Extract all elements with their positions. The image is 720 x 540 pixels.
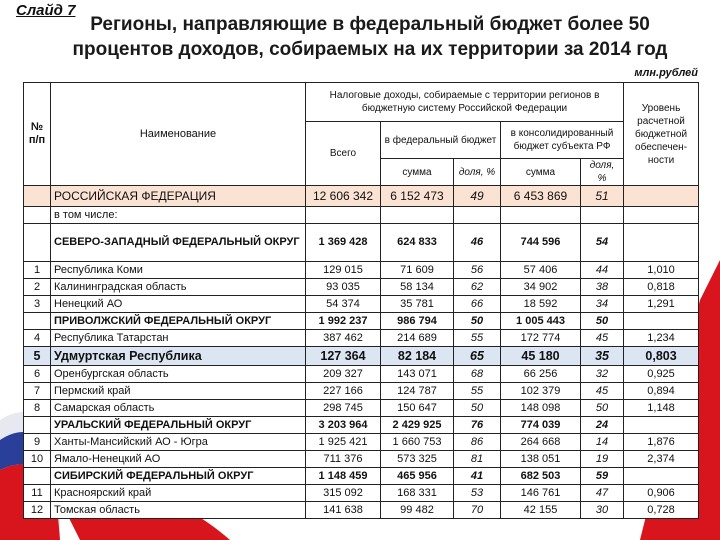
cell-fed: 214 689 bbox=[381, 330, 454, 347]
cell-fed: 2 429 925 bbox=[381, 417, 454, 434]
cell-cons: 774 039 bbox=[501, 417, 581, 434]
cell-total: 141 638 bbox=[306, 502, 381, 519]
cell-cons-share: 45 bbox=[581, 330, 624, 347]
cell-num bbox=[24, 207, 51, 224]
table-row bbox=[24, 366, 699, 383]
cell-name: СИБИРСКИЙ ФЕДЕРАЛЬНЫЙ ОКРУГ bbox=[51, 468, 306, 485]
cell-fed-share: 49 bbox=[454, 186, 501, 207]
cell-total: 1 369 428 bbox=[306, 224, 381, 262]
cell-total: 315 092 bbox=[306, 485, 381, 502]
cell-cons bbox=[501, 207, 581, 224]
cell-name: Самарская область bbox=[51, 400, 306, 417]
cell-fed: 35 781 bbox=[381, 296, 454, 313]
table-row bbox=[24, 330, 699, 347]
cell-name: ПРИВОЛЖСКИЙ ФЕДЕРАЛЬНЫЙ ОКРУГ bbox=[51, 313, 306, 330]
cell-num: 10 bbox=[24, 451, 51, 468]
cell-fed: 82 184 bbox=[381, 347, 454, 366]
cell-cons: 6 453 869 bbox=[501, 186, 581, 207]
cell-name: Удмуртская Республика bbox=[51, 347, 306, 366]
cell-cons: 682 503 bbox=[501, 468, 581, 485]
cell-cons: 57 406 bbox=[501, 262, 581, 279]
cell-fed-share: 56 bbox=[454, 262, 501, 279]
cell-name: СЕВЕРО-ЗАПАДНЫЙ ФЕДЕРАЛЬНЫЙ ОКРУГ bbox=[51, 224, 306, 262]
cons-sum-header: сумма bbox=[501, 159, 581, 186]
cell-fed-share: 41 bbox=[454, 468, 501, 485]
cell-level: 2,374 bbox=[624, 451, 699, 468]
table-row bbox=[24, 383, 699, 400]
cell-num: 7 bbox=[24, 383, 51, 400]
cell-total: 54 374 bbox=[306, 296, 381, 313]
cell-cons-share: 45 bbox=[581, 383, 624, 400]
cell-total: 93 035 bbox=[306, 279, 381, 296]
cell-name: Республика Татарстан bbox=[51, 330, 306, 347]
cell-level: 1,291 bbox=[624, 296, 699, 313]
cell-cons-share: 59 bbox=[581, 468, 624, 485]
cell-total: 3 203 964 bbox=[306, 417, 381, 434]
regions-table bbox=[23, 82, 699, 519]
table-row bbox=[24, 502, 699, 519]
tax-group-header: Налоговые доходы, собираемые с территории регионов в бюджетную систему Российской Федерации bbox=[306, 83, 624, 122]
cell-fed-share: 55 bbox=[454, 383, 501, 400]
cell-num bbox=[24, 468, 51, 485]
cell-cons: 148 098 bbox=[501, 400, 581, 417]
cell-fed-share: 86 bbox=[454, 434, 501, 451]
cell-cons-share: 51 bbox=[581, 186, 624, 207]
cell-level bbox=[624, 313, 699, 330]
cell-total: 1 148 459 bbox=[306, 468, 381, 485]
cell-fed: 99 482 bbox=[381, 502, 454, 519]
cell-cons-share: 44 bbox=[581, 262, 624, 279]
cell-fed-share: 65 bbox=[454, 347, 501, 366]
cell-total bbox=[306, 207, 381, 224]
col-num-header: № п/п bbox=[24, 83, 51, 186]
cell-fed: 124 787 bbox=[381, 383, 454, 400]
cell-level bbox=[624, 224, 699, 262]
cell-num: 6 bbox=[24, 366, 51, 383]
cell-cons: 146 761 bbox=[501, 485, 581, 502]
cell-level: 1,148 bbox=[624, 400, 699, 417]
cell-cons: 18 592 bbox=[501, 296, 581, 313]
cell-num bbox=[24, 186, 51, 207]
cell-fed: 573 325 bbox=[381, 451, 454, 468]
cell-level bbox=[624, 468, 699, 485]
cell-name: Калининградская область bbox=[51, 279, 306, 296]
cell-fed-share: 55 bbox=[454, 330, 501, 347]
cell-fed-share: 53 bbox=[454, 485, 501, 502]
cell-name: в том числе: bbox=[51, 207, 306, 224]
table-row bbox=[24, 279, 699, 296]
cell-fed: 168 331 bbox=[381, 485, 454, 502]
cell-num: 2 bbox=[24, 279, 51, 296]
cell-fed-share: 46 bbox=[454, 224, 501, 262]
cell-cons-share: 54 bbox=[581, 224, 624, 262]
cell-num: 12 bbox=[24, 502, 51, 519]
cell-name: Красноярский край bbox=[51, 485, 306, 502]
district-row bbox=[24, 417, 699, 434]
cell-total: 711 376 bbox=[306, 451, 381, 468]
slide-label: Слайд 7 bbox=[16, 2, 76, 19]
cell-level: 1,234 bbox=[624, 330, 699, 347]
cell-cons-share: 50 bbox=[581, 400, 624, 417]
table-row bbox=[24, 485, 699, 502]
table-row bbox=[24, 186, 699, 207]
table-row bbox=[24, 296, 699, 313]
cell-total: 209 327 bbox=[306, 366, 381, 383]
cell-level: 1,876 bbox=[624, 434, 699, 451]
cell-total: 129 015 bbox=[306, 262, 381, 279]
cell-cons: 264 668 bbox=[501, 434, 581, 451]
cell-num: 9 bbox=[24, 434, 51, 451]
cell-num: 1 bbox=[24, 262, 51, 279]
page-title: Регионы, направляющие в федеральный бюджет более 50 процентов доходов, собираемых на их территории за 2014 год bbox=[72, 14, 668, 60]
cell-cons-share: 30 bbox=[581, 502, 624, 519]
cell-num bbox=[24, 224, 51, 262]
district-row bbox=[24, 224, 699, 262]
cell-name: Республика Коми bbox=[51, 262, 306, 279]
cell-name: Ханты-Мансийский АО - Югра bbox=[51, 434, 306, 451]
table-row bbox=[24, 400, 699, 417]
cell-name: Томская область bbox=[51, 502, 306, 519]
cell-level bbox=[624, 186, 699, 207]
cell-cons-share: 14 bbox=[581, 434, 624, 451]
cell-fed: 150 647 bbox=[381, 400, 454, 417]
cell-name: Оренбургская область bbox=[51, 366, 306, 383]
cell-level: 0,818 bbox=[624, 279, 699, 296]
cell-total: 12 606 342 bbox=[306, 186, 381, 207]
table-row bbox=[24, 451, 699, 468]
col-name-header: Наименование bbox=[51, 83, 306, 186]
cell-fed: 71 609 bbox=[381, 262, 454, 279]
table-row bbox=[24, 434, 699, 451]
cell-total: 1 925 421 bbox=[306, 434, 381, 451]
cell-level bbox=[624, 417, 699, 434]
cell-level: 0,728 bbox=[624, 502, 699, 519]
cell-fed-share: 62 bbox=[454, 279, 501, 296]
cell-fed: 1 660 753 bbox=[381, 434, 454, 451]
cell-total: 298 745 bbox=[306, 400, 381, 417]
cell-num bbox=[24, 313, 51, 330]
cell-name: Ненецкий АО bbox=[51, 296, 306, 313]
cell-fed: 143 071 bbox=[381, 366, 454, 383]
cell-fed-share: 81 bbox=[454, 451, 501, 468]
col-level-header: Уровень расчетной бюджетной обеспечен-ности bbox=[624, 83, 699, 186]
cell-cons-share: 47 bbox=[581, 485, 624, 502]
cell-fed-share: 70 bbox=[454, 502, 501, 519]
cell-name: Пермский край bbox=[51, 383, 306, 400]
cell-name: Ямало-Ненецкий АО bbox=[51, 451, 306, 468]
fed-share-header: доля, % bbox=[454, 159, 501, 186]
cell-level: 0,894 bbox=[624, 383, 699, 400]
cell-fed-share bbox=[454, 207, 501, 224]
cell-fed-share: 76 bbox=[454, 417, 501, 434]
col-federal-header: в федеральный бюджет bbox=[381, 122, 501, 159]
cell-fed: 624 833 bbox=[381, 224, 454, 262]
col-total-header: Всего bbox=[306, 122, 381, 186]
cell-cons-share: 35 bbox=[581, 347, 624, 366]
cell-cons-share: 19 bbox=[581, 451, 624, 468]
table-row bbox=[24, 262, 699, 279]
table-row bbox=[24, 347, 699, 366]
cell-cons: 66 256 bbox=[501, 366, 581, 383]
cell-cons-share: 32 bbox=[581, 366, 624, 383]
cell-fed: 58 134 bbox=[381, 279, 454, 296]
cell-cons: 45 180 bbox=[501, 347, 581, 366]
cell-cons-share: 50 bbox=[581, 313, 624, 330]
cell-cons-share: 24 bbox=[581, 417, 624, 434]
units-label: млн.рублей bbox=[634, 67, 698, 79]
district-row bbox=[24, 313, 699, 330]
cell-num: 4 bbox=[24, 330, 51, 347]
cell-fed: 986 794 bbox=[381, 313, 454, 330]
col-consolidated-header: в консолидированный бюджет субъекта РФ bbox=[501, 122, 624, 159]
cell-fed: 465 956 bbox=[381, 468, 454, 485]
cell-cons: 744 596 bbox=[501, 224, 581, 262]
cell-total: 227 166 bbox=[306, 383, 381, 400]
cell-total: 1 992 237 bbox=[306, 313, 381, 330]
cell-cons: 34 902 bbox=[501, 279, 581, 296]
cell-cons-share bbox=[581, 207, 624, 224]
cell-total: 387 462 bbox=[306, 330, 381, 347]
table-row bbox=[24, 207, 699, 224]
cell-level: 1,010 bbox=[624, 262, 699, 279]
cell-cons: 102 379 bbox=[501, 383, 581, 400]
district-row bbox=[24, 468, 699, 485]
cell-num: 8 bbox=[24, 400, 51, 417]
fed-sum-header: сумма bbox=[381, 159, 454, 186]
cell-num: 3 bbox=[24, 296, 51, 313]
cell-cons: 138 051 bbox=[501, 451, 581, 468]
cons-share-header: доля, % bbox=[581, 159, 624, 186]
cell-level: 0,925 bbox=[624, 366, 699, 383]
cell-cons: 1 005 443 bbox=[501, 313, 581, 330]
cell-fed bbox=[381, 207, 454, 224]
cell-level: 0,906 bbox=[624, 485, 699, 502]
cell-fed-share: 50 bbox=[454, 400, 501, 417]
cell-name: УРАЛЬСКИЙ ФЕДЕРАЛЬНЫЙ ОКРУГ bbox=[51, 417, 306, 434]
cell-fed-share: 68 bbox=[454, 366, 501, 383]
cell-num: 5 bbox=[24, 347, 51, 366]
cell-total: 127 364 bbox=[306, 347, 381, 366]
cell-level bbox=[624, 207, 699, 224]
cell-num: 11 bbox=[24, 485, 51, 502]
cell-cons-share: 34 bbox=[581, 296, 624, 313]
cell-level: 0,803 bbox=[624, 347, 699, 366]
cell-name: РОССИЙСКАЯ ФЕДЕРАЦИЯ bbox=[51, 186, 306, 207]
cell-cons: 42 155 bbox=[501, 502, 581, 519]
cell-fed-share: 50 bbox=[454, 313, 501, 330]
cell-num bbox=[24, 417, 51, 434]
cell-cons-share: 38 bbox=[581, 279, 624, 296]
cell-fed: 6 152 473 bbox=[381, 186, 454, 207]
cell-cons: 172 774 bbox=[501, 330, 581, 347]
cell-fed-share: 66 bbox=[454, 296, 501, 313]
